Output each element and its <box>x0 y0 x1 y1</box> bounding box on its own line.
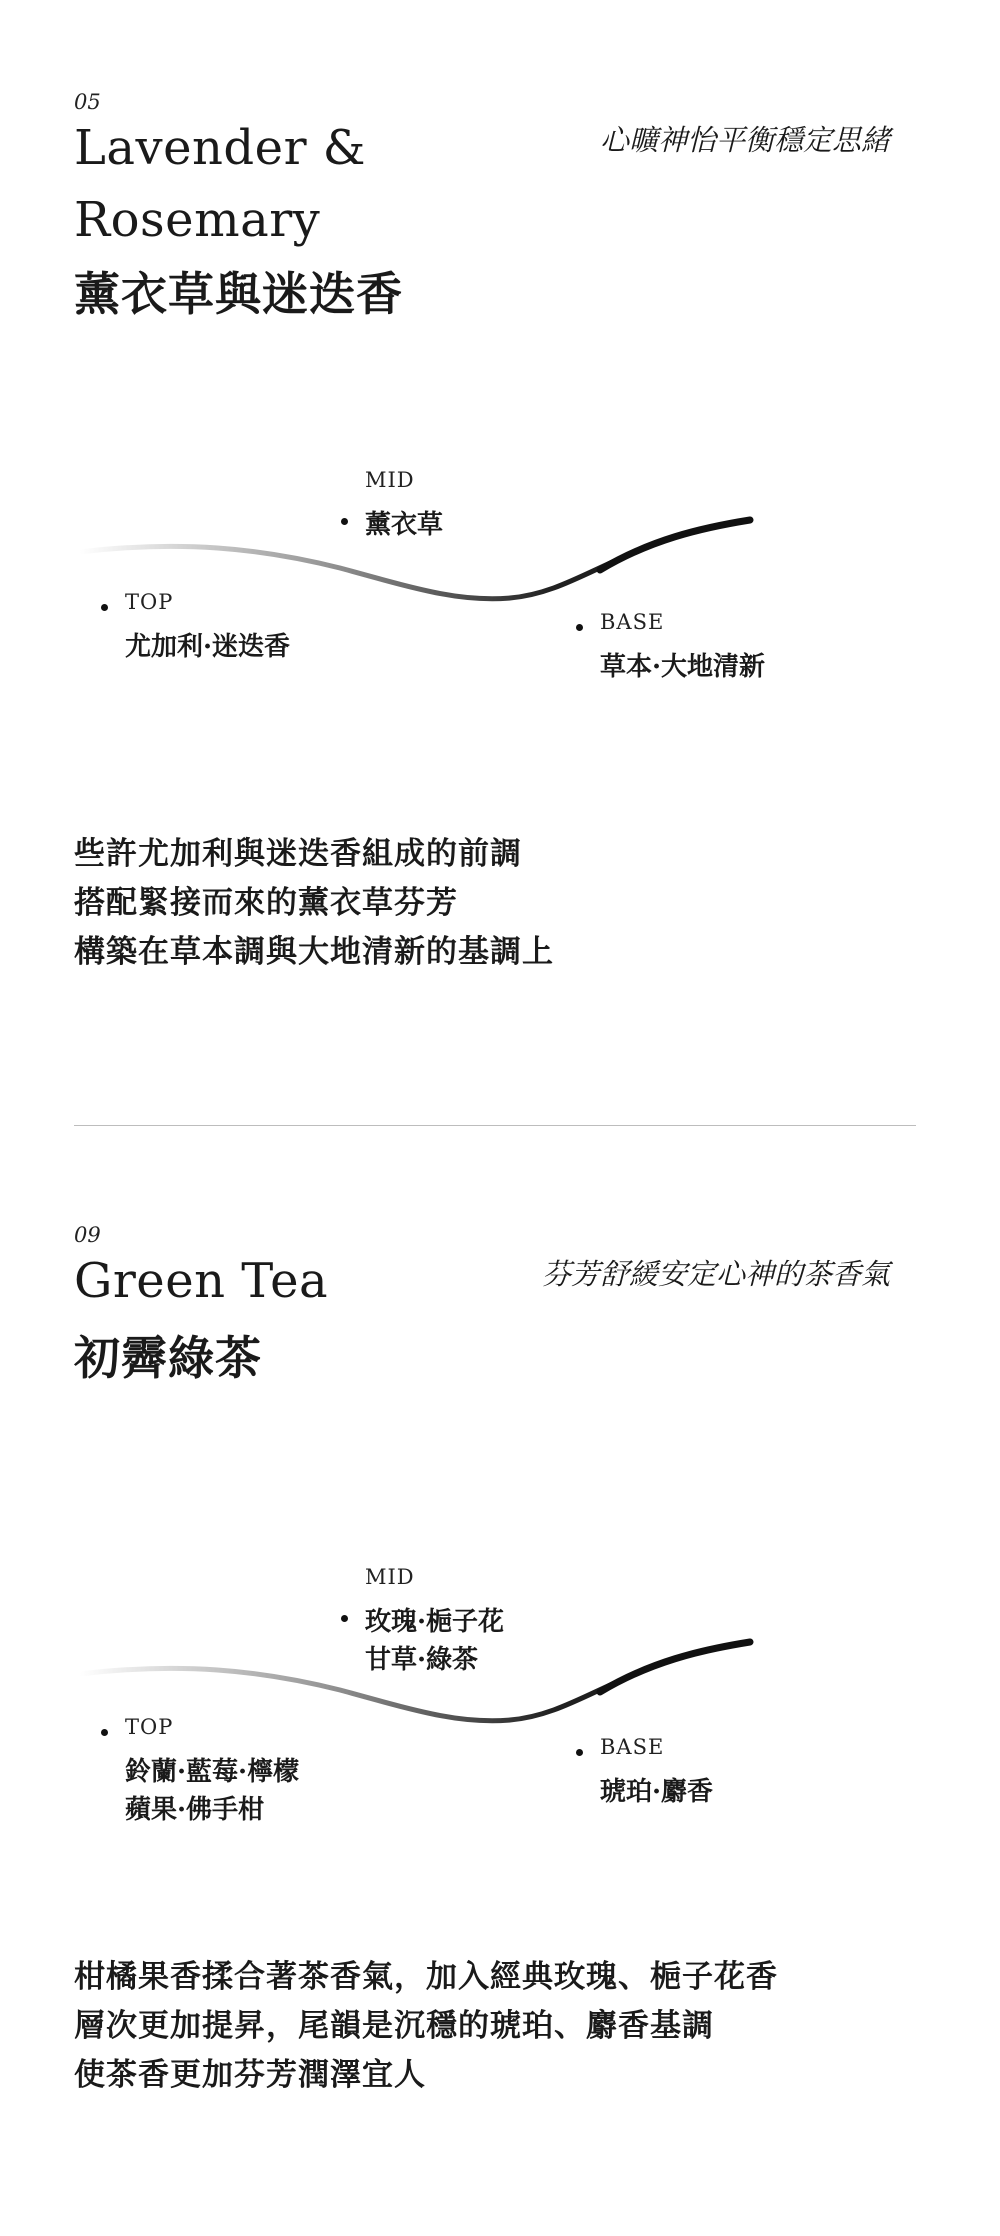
base-note-items <box>600 648 765 686</box>
base-note-dot <box>576 1749 583 1756</box>
top-note <box>125 590 290 666</box>
mid-note-item: 薰衣草 <box>365 510 444 540</box>
top-note-label: TOP <box>125 590 174 614</box>
title-chinese: 薰衣草與迷迭香 <box>74 267 403 321</box>
section-divider <box>74 1125 916 1126</box>
title-english-line-2: Rosemary <box>74 192 321 248</box>
top-note-items <box>125 1753 299 1829</box>
top-note-items <box>125 628 290 666</box>
description <box>74 1953 778 2100</box>
mid-note-items <box>365 1603 504 1679</box>
title-english-line-1: Lavender & <box>74 120 366 176</box>
mid-note-items <box>365 506 443 544</box>
section-number: 05 <box>74 90 101 114</box>
tagline: 芬芳舒緩安定心神的茶香氣 <box>541 1257 890 1291</box>
base-note <box>600 610 765 686</box>
description-line: 搭配緊接而來的薰衣草芬芳 <box>74 885 458 921</box>
base-note-item: 琥珀·麝香 <box>600 1777 714 1807</box>
description <box>74 830 554 977</box>
mid-note-label: MID <box>365 468 415 492</box>
description-line: 柑橘果香揉合著茶香氣，加入經典玫瑰、梔子花香 <box>74 1959 778 1995</box>
base-note-label: BASE <box>600 1735 665 1759</box>
top-note-item: 蘋果·佛手柑 <box>125 1795 265 1825</box>
top-note-label: TOP <box>125 1715 174 1739</box>
mid-note <box>365 1565 504 1679</box>
description-line: 些許尤加利與迷迭香組成的前調 <box>74 836 522 872</box>
base-note-label: BASE <box>600 610 665 634</box>
base-note-dot <box>576 624 583 631</box>
title-chinese: 初霽綠茶 <box>74 1331 262 1385</box>
description-line: 層次更加提昇，尾韻是沉穩的琥珀、麝香基調 <box>74 2008 714 2044</box>
top-note-dot <box>101 604 108 611</box>
tagline: 心曠神怡平衡穩定思緒 <box>599 123 890 157</box>
mid-note-label: MID <box>365 1565 415 1589</box>
description-line: 構築在草本調與大地清新的基調上 <box>74 934 554 970</box>
title-english-line-1: Green Tea <box>74 1253 329 1309</box>
fragrance-section-green-tea <box>0 1130 1000 2236</box>
base-note <box>600 1735 713 1811</box>
description-line: 使茶香更加芬芳潤澤宜人 <box>74 2057 426 2093</box>
base-note-item: 草本·大地清新 <box>600 652 766 682</box>
base-note-items <box>600 1773 713 1811</box>
top-note-dot <box>101 1729 108 1736</box>
top-note-item: 鈴蘭·藍莓·檸檬 <box>125 1757 300 1787</box>
top-note-item: 尤加利·迷迭香 <box>125 632 291 662</box>
mid-note-dot <box>341 1615 348 1622</box>
top-note <box>125 1715 299 1829</box>
mid-note-item: 甘草·綠茶 <box>365 1645 479 1675</box>
section-number: 09 <box>74 1223 101 1247</box>
mid-note-dot <box>341 518 348 525</box>
mid-note <box>365 468 443 544</box>
mid-note-item: 玫瑰·梔子花 <box>365 1607 505 1637</box>
